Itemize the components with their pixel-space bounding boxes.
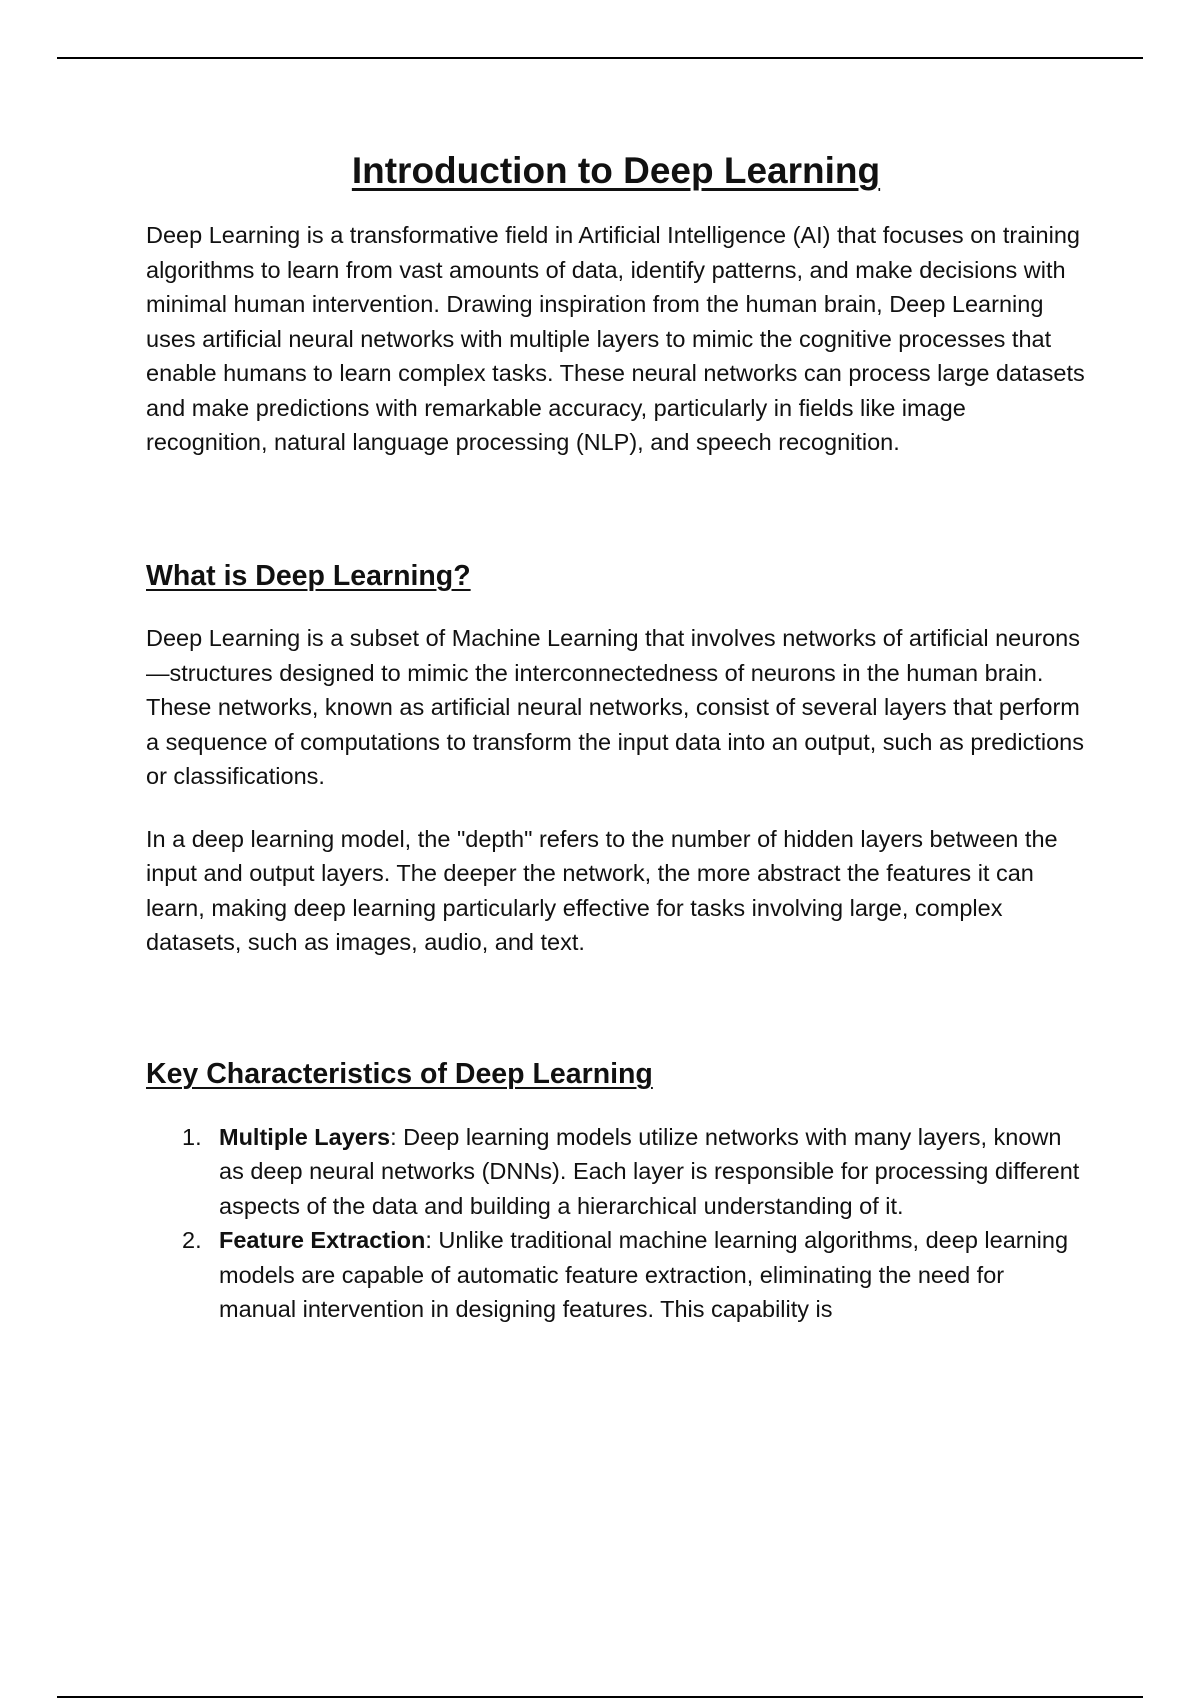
- list-item-term: Feature Extraction: [219, 1227, 426, 1253]
- section-heading-what-is-deep-learning: What is Deep Learning?: [146, 559, 471, 592]
- list-item-multiple-layers: [146, 1120, 1086, 1224]
- footer-rule: [57, 1696, 1143, 1698]
- key-characteristics-list: [146, 1120, 1086, 1327]
- document-title: Introduction to Deep Learning: [351, 150, 881, 191]
- list-item-term: Multiple Layers: [219, 1123, 391, 1150]
- what-is-paragraph-2: In a deep learning model, the "depth" refers to the number of hidden layers between the input and output layers. The deeper the network, the more abstract the features it can learn, making deep learning particularly effective for tasks involving large, complex datasets, such as images, audio, and text.: [146, 825, 1058, 956]
- list-item-text: : Unlike traditional machine learning algorithms, deep learning models are capable of automatic feature extraction, eliminating the need for manual intervention in designing features. This capability is: [219, 1227, 1069, 1322]
- header-rule: [57, 57, 1143, 59]
- list-item-text: : Deep learning models utilize networks with many layers, known as deep neural networks (DNNs). Each layer is responsible for processing different aspects of the data and building a hierarchical understanding of it.: [219, 1123, 1080, 1219]
- list-item-feature-extraction: [146, 1223, 1086, 1327]
- list-item-number: 2.: [182, 1227, 202, 1253]
- list-item-number: 1.: [182, 1123, 202, 1150]
- section-heading-key-characteristics: Key Characteristics of Deep Learning: [146, 1057, 653, 1090]
- intro-paragraph: Deep Learning is a transformative field in Artificial Intelligence (AI) that focuses on training algorithms to learn from vast amounts of data, identify patterns, and make decisions with minimal human intervention. Drawing inspiration from the human brain, Deep Learning uses artificial neural networks with multiple layers to mimic the cognitive processes that enable humans to learn complex tasks. These neural networks can process large datasets and make predictions with remarkable accuracy, particularly in fields like image recognition, natural language processing (NLP), and speech recognition.: [146, 222, 1085, 456]
- document-body: [146, 148, 1086, 1327]
- what-is-paragraph-1: Deep Learning is a subset of Machine Learning that involves networks of artificial neurons—structures designed to mimic the interconnectedness of neurons in the human brain. These networks, known as artificial neural networks, consist of several layers that perform a sequence of computations to transform the input data into an output, such as predictions or classifications.: [146, 625, 1084, 790]
